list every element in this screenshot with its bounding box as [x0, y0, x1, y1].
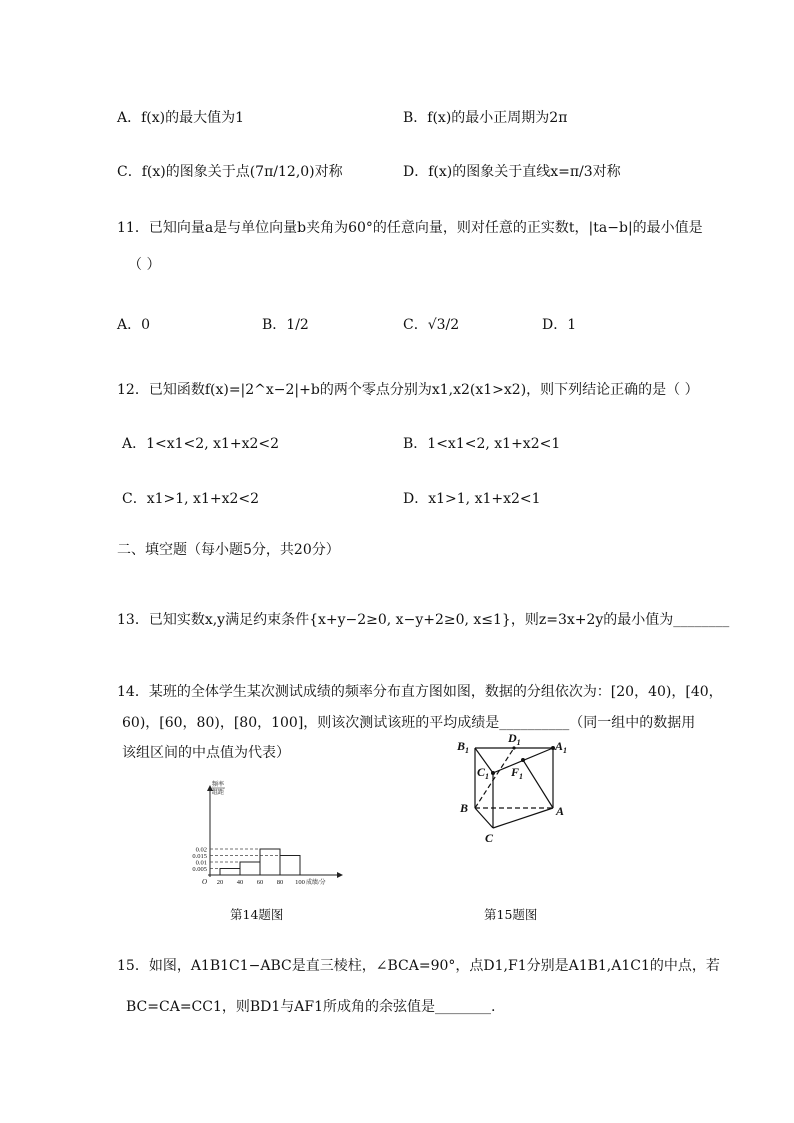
histogram-bar [280, 856, 300, 876]
q10-option-b [403, 107, 567, 127]
q14-line3 [122, 742, 290, 762]
edge-c-a [493, 808, 553, 828]
q12-option-b-text: B．1<x1<2, x1+x2<1 [403, 436, 561, 452]
label-b1: $B_1$ [457, 739, 470, 755]
fig15-caption [484, 905, 537, 923]
x-tick-label: 100 [295, 879, 305, 886]
fig15-caption-text: 第15题图 [484, 907, 538, 922]
q12-option-a-text: A．1<x1<2, x1+x2<2 [122, 436, 280, 452]
histogram-bar [260, 849, 280, 875]
y-tick-label: 0.02 [195, 846, 207, 854]
section-heading-text: 二、填空题（每小题5分，共20分） [117, 542, 340, 558]
q12-stem-text: 12．已知函数f(x)=|2^x−2|+b的两个零点分别为x1,x2(x1>x2)，则下列结论正确的是（ ） [117, 382, 699, 398]
q11-option-d [542, 314, 576, 334]
q11-option-c-text: C．√3/2 [403, 317, 460, 333]
q11-option-c [403, 314, 459, 334]
label-c: C [485, 831, 494, 845]
y-tick-label: 0.005 [192, 866, 207, 873]
x-tick-label: 80 [276, 879, 284, 886]
q10-option-d [403, 161, 621, 181]
q14-line1 [117, 681, 723, 701]
point-f1 [521, 758, 525, 762]
q11-stem-text: 11．已知向量a是与单位向量b夹角为60°的任意向量，则对任意的正实数t，|ta−b|的最小值是 [117, 220, 703, 236]
q13-stem-text: 13．已知实数x,y满足约束条件{x+y−2≥0, x−y+2≥0, x≤1}，则z=3x+2y的最小值为________ [117, 612, 730, 628]
q15-line2-text: BC=CA=CC1，则BD1与AF1所成角的余弦值是________. [126, 999, 496, 1015]
q10-option-b-text: B．f(x)的最小正周期为2π [403, 110, 568, 126]
q11-paren-text: （ ） [128, 257, 161, 273]
q10-option-a [117, 107, 244, 127]
y-axis-label-bottom: 组距 [212, 790, 225, 796]
y-axis-label-top: 频率 [212, 782, 225, 788]
q14-line3-text: 该组区间的中点值为代表） [122, 745, 290, 761]
q11-option-b-text: B．1/2 [262, 317, 309, 333]
fig14-caption [230, 905, 283, 923]
q10-option-d-text: D．f(x)的图象关于直线x=π/3对称 [403, 164, 621, 180]
q12-option-c [122, 488, 259, 508]
label-d1: $D_1$ [508, 731, 521, 747]
q10-option-c-text: C．f(x)的图象关于点(7π/12,0)对称 [117, 164, 343, 180]
label-c1: $C_1$ [477, 765, 490, 781]
q10-option-a-text: A．f(x)的最大值为1 [117, 110, 245, 126]
point-c1 [491, 771, 495, 775]
label-b: B [460, 801, 469, 815]
q14-line2-text: 60)，[60，80)，[80，100]，则该次测试该班的平均成绩是__________（同一组中的数据用 [122, 715, 696, 731]
x-tick-label: 20 [216, 879, 224, 886]
label-f1: $F_1$ [511, 765, 524, 781]
label-a1: $A_1$ [555, 739, 568, 755]
q11-option-a [117, 314, 150, 334]
x-tick-label: 40 [236, 879, 244, 886]
q12-option-b [403, 433, 560, 453]
x-axis-label: 成绩/分 [306, 880, 326, 886]
q11-option-b [262, 314, 309, 334]
q14-line1-text: 14．某班的全体学生某次测试成绩的频率分布直方图如图，数据的分组依次为：[20，40)，[40， [117, 684, 723, 700]
q15-stem-text: 15．如图，A1B1C1−ABC是直三棱柱，∠BCA=90°，点D1,F1分别是A1B1,A1C1的中点，若 [117, 958, 720, 974]
histogram-bar [220, 869, 240, 876]
label-a: A [556, 804, 565, 818]
prism-figure [455, 728, 585, 848]
histogram-bar [240, 862, 260, 875]
q13-stem [117, 609, 729, 629]
q12-option-c-text: C．x1>1, x1+x2<2 [122, 491, 260, 507]
q11-option-a-text: A．0 [117, 317, 151, 333]
origin-label: O [202, 878, 208, 886]
q11-option-d-text: D．1 [542, 317, 577, 333]
q12-stem [117, 379, 699, 399]
y-tick-label: 0.01 [195, 859, 207, 867]
q10-option-c [117, 161, 343, 181]
q12-option-d [403, 488, 541, 508]
q12-option-d-text: D．x1>1, x1+x2<1 [403, 491, 541, 507]
segment-a-f1 [523, 760, 553, 808]
q11-paren [128, 254, 160, 274]
y-tick-label: 0.015 [192, 853, 207, 860]
section-heading [117, 539, 340, 559]
fig14-caption-text: 第14题图 [230, 907, 284, 922]
edge-b-c [475, 808, 493, 828]
histogram-figure [180, 780, 350, 890]
q15-stem [117, 955, 720, 975]
x-tick-label: 60 [256, 879, 264, 886]
point-d1 [512, 746, 515, 749]
q15-line2 [126, 996, 495, 1016]
q14-line2 [122, 712, 695, 732]
q12-option-a [122, 433, 279, 453]
q11-stem [117, 217, 703, 237]
